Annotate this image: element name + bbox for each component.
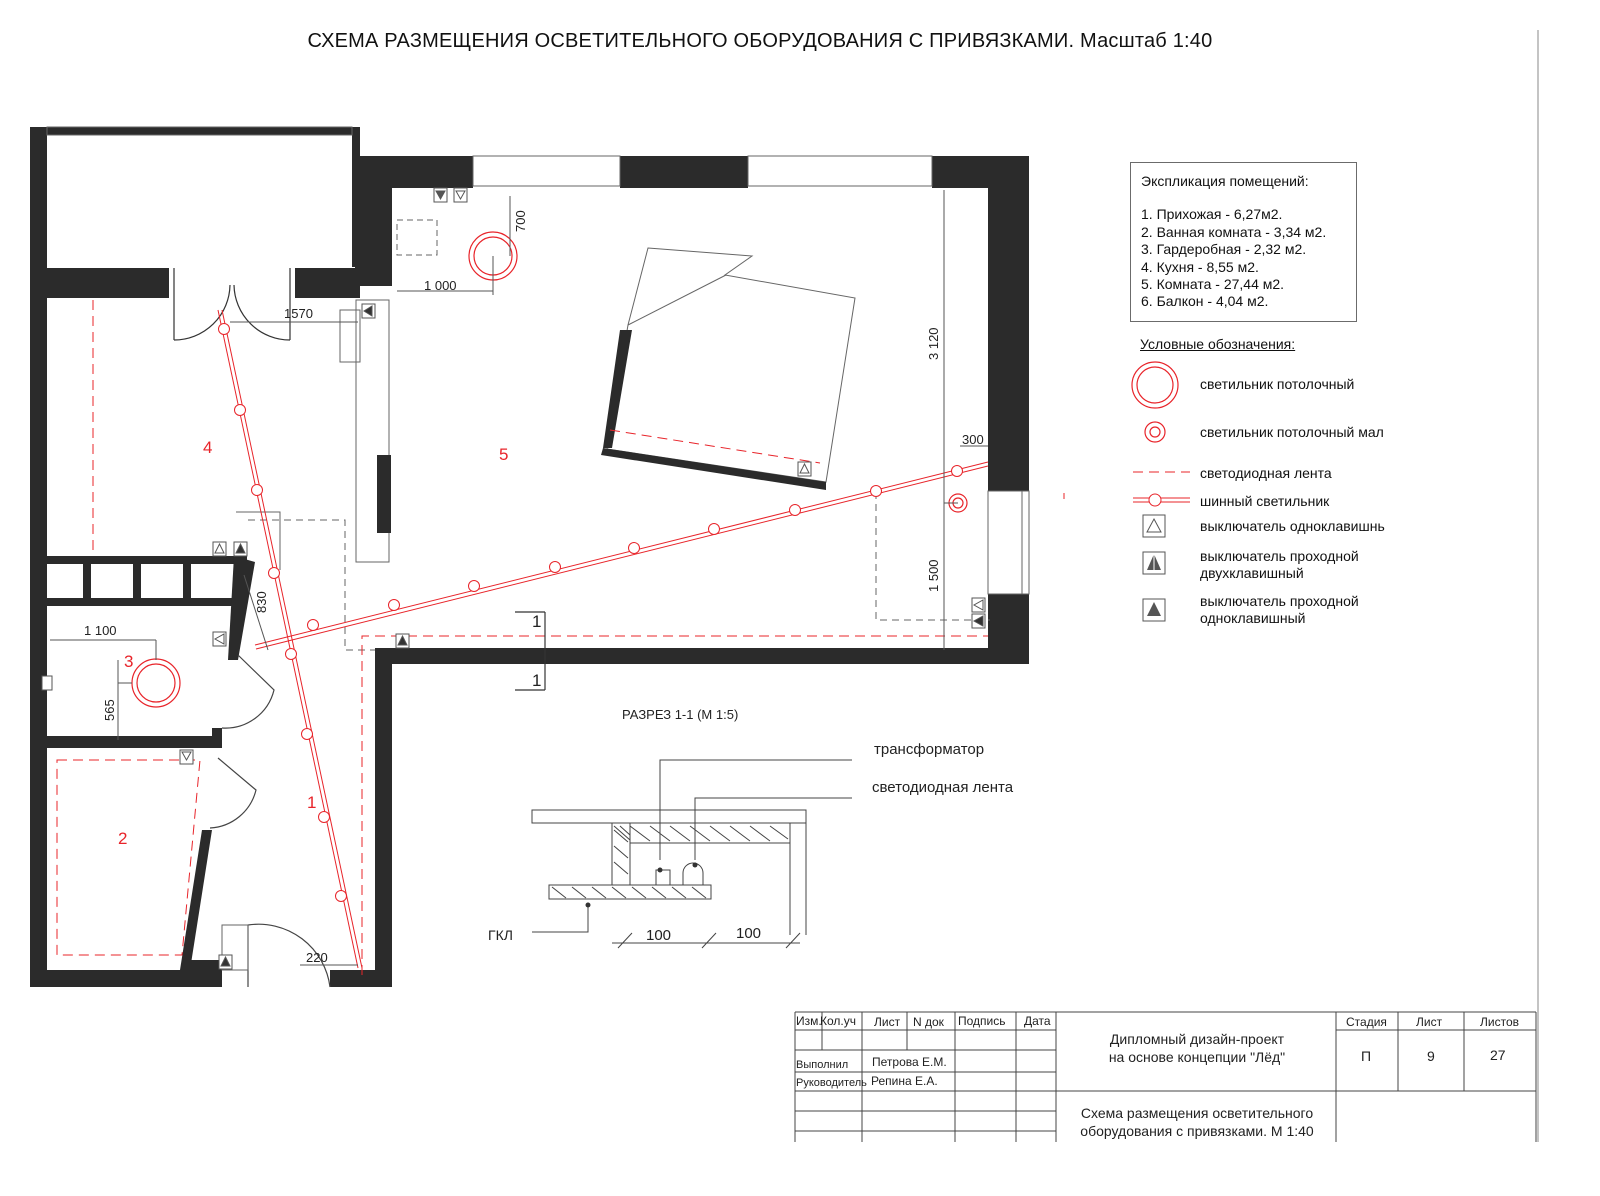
- tb-stage-label: Стадия: [1346, 1015, 1387, 1029]
- tb-project-line1: Дипломный дизайн-проект: [1109, 1031, 1285, 1047]
- legend-title: Условные обозначения:: [1140, 336, 1296, 352]
- section-detail: [532, 760, 852, 948]
- room-number-5: 5: [499, 445, 509, 464]
- tb-executor: Петрова Е.М.: [872, 1055, 947, 1069]
- tb-sheets-label: Листов: [1480, 1015, 1519, 1029]
- section-dim-a: 100: [646, 927, 672, 944]
- room-number-2: 2: [118, 829, 128, 848]
- windows: [47, 127, 1029, 594]
- led-strips: [57, 300, 1064, 975]
- led-strip-label: светодиодная лента: [872, 779, 1014, 796]
- dimension-labels: [84, 210, 984, 965]
- tb-project-line2: на основе концепции "Лёд": [1108, 1049, 1286, 1065]
- appliances: [377, 330, 826, 533]
- tb-sheet: 9: [1427, 1048, 1435, 1064]
- section-title: РАЗРЕЗ 1-1 (М 1:5): [622, 707, 739, 722]
- dimension-700: 700: [513, 210, 528, 232]
- legend-pass-double-switch: [1200, 548, 1359, 582]
- tb-role-supervisor: Руководитель: [796, 1077, 867, 1089]
- tb-sheets: 27: [1490, 1047, 1506, 1063]
- dimension-300: 300: [962, 432, 984, 447]
- explication-item: 2. Ванная комната - 3,34 м2.: [1141, 223, 1327, 240]
- explication-box: [1130, 162, 1357, 322]
- dimension-1570: 1570: [284, 306, 313, 321]
- gkl-label: ГКЛ: [488, 927, 513, 943]
- legend-small-ceiling-light: светильник потолочный мал: [1200, 424, 1384, 440]
- walls: [30, 127, 1029, 987]
- dimension-1000: 1 000: [424, 278, 457, 293]
- tb-project: [1060, 1030, 1334, 1066]
- track-lights: [218, 310, 988, 968]
- room-number-3: 3: [124, 652, 134, 671]
- tb-header-list: Лист: [874, 1015, 901, 1029]
- dimension-830: 830: [254, 591, 269, 613]
- explication-item: 5. Комната - 27,44 м2.: [1141, 276, 1285, 293]
- legend-single-switch: выключатель одноклавишнь: [1200, 518, 1385, 534]
- section-dim-b: 100: [736, 925, 762, 942]
- tb-role-executed: Выполнил: [796, 1059, 849, 1071]
- tb-header-kol: Кол.уч: [820, 1014, 856, 1028]
- legend-pass-double-line1: выключатель проходной: [1200, 548, 1359, 564]
- transformer-label: трансформатор: [874, 741, 985, 758]
- section-mark-top: 1: [532, 612, 542, 631]
- room-number-4: 4: [203, 438, 213, 457]
- legend-ceiling-light: светильник потолочный: [1200, 376, 1355, 392]
- tb-sheet-line1: Схема размещения осветительного: [1080, 1105, 1314, 1121]
- explication-item: 1. Прихожая - 6,27м2.: [1141, 206, 1283, 223]
- legend-pass-single-line2: одноклавишный: [1200, 610, 1306, 626]
- dimension-3120: 3 120: [926, 327, 941, 360]
- legend-pass-double-line2: двухклавишный: [1200, 565, 1304, 581]
- dimension-220: 220: [306, 950, 328, 965]
- explication-item: 3. Гардеробная - 2,32 м2.: [1141, 241, 1307, 258]
- dimension-1100: 1 100: [84, 623, 117, 638]
- explication-title: Экспликация помещений:: [1141, 173, 1309, 189]
- explication-item: 4. Кухня - 8,55 м2.: [1141, 258, 1259, 275]
- legend-led-strip: светодиодная лента: [1200, 465, 1332, 481]
- legend-symbols: [1132, 362, 1190, 621]
- dimension-565: 565: [102, 699, 117, 721]
- tb-stage: П: [1361, 1048, 1372, 1064]
- tb-sheet-title: [1060, 1104, 1334, 1140]
- balcony-doors: [174, 268, 290, 340]
- room-number-1: 1: [307, 793, 317, 812]
- tb-sheet-line2: оборудования с привязками. М 1:40: [1080, 1123, 1314, 1139]
- furniture-lines: [222, 220, 990, 970]
- legend-pass-single-line1: выключатель проходной: [1200, 593, 1359, 609]
- tb-header-date: Дата: [1024, 1014, 1051, 1028]
- interior-doors: [210, 655, 330, 987]
- page-title: СХЕМА РАЗМЕЩЕНИЯ ОСВЕТИТЕЛЬНОГО ОБОРУДОВАНИЯ С ПРИВЯЗКАМИ. Масштаб 1:40: [307, 30, 1213, 52]
- tb-header-izm: Изм.: [796, 1014, 822, 1028]
- tb-header-sign: Подпись: [958, 1014, 1006, 1028]
- tb-header-ndoc: N док: [913, 1015, 944, 1029]
- tb-sheet-label: Лист: [1416, 1015, 1443, 1029]
- dimension-1500: 1 500: [926, 559, 941, 592]
- room-numbers: [118, 438, 508, 848]
- section-mark-bottom: 1: [532, 671, 542, 690]
- tb-supervisor: Репина Е.А.: [871, 1074, 938, 1088]
- legend-pass-single-switch: [1200, 593, 1359, 627]
- legend-track-light: шинный светильник: [1200, 493, 1330, 509]
- explication-item: 6. Балкон - 4,04 м2.: [1141, 293, 1269, 310]
